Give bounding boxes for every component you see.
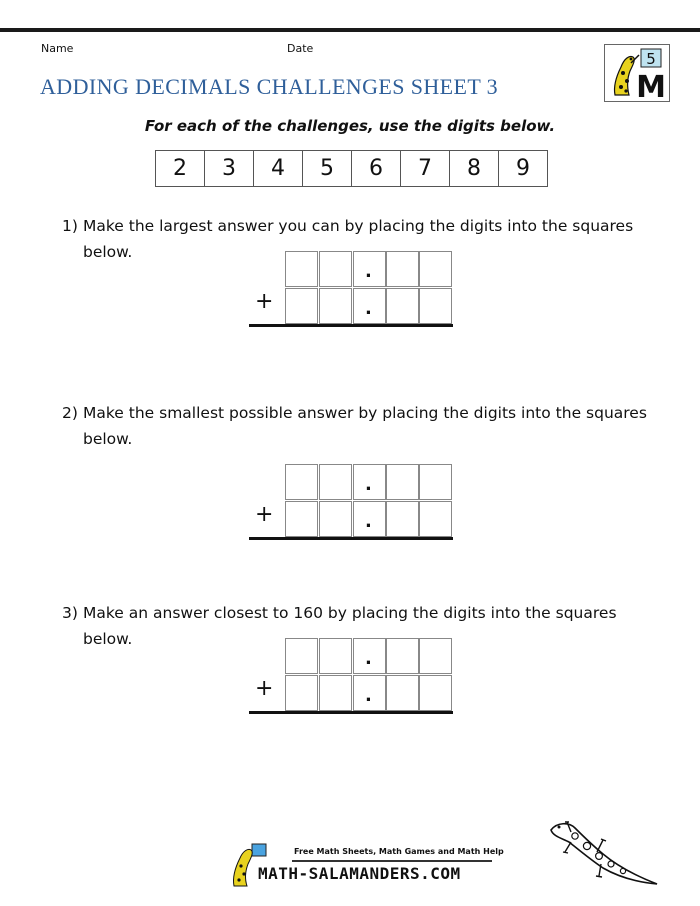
decimal-point: . — [365, 511, 372, 532]
digit-cell: 9 — [516, 156, 530, 181]
digit-cell: 7 — [401, 151, 450, 186]
digit-cell: 8 — [450, 151, 499, 186]
plus-sign: + — [255, 289, 274, 314]
answer-square[interactable] — [386, 675, 419, 711]
digit-cell: 2 — [156, 151, 205, 186]
answer-line — [249, 324, 453, 327]
question-2 — [62, 400, 662, 452]
logo-grade-text: 5 — [646, 50, 656, 68]
answer-square[interactable] — [386, 288, 419, 324]
answer-line — [249, 711, 453, 714]
digit-cell: 4 — [254, 151, 303, 186]
logo-letter-text: M — [636, 70, 666, 101]
answer-square[interactable] — [319, 288, 352, 324]
answer-square[interactable] — [386, 638, 419, 674]
math-salamanders-logo — [604, 44, 670, 102]
answer-square[interactable] — [319, 251, 352, 287]
answer-square[interactable] — [419, 288, 452, 324]
plus-sign: + — [255, 502, 274, 527]
question-text: Make an answer closest to 160 by placing the digits into the squares below. — [83, 604, 617, 648]
plus-sign: + — [255, 676, 274, 701]
decimal-point: . — [365, 261, 372, 282]
question-text: Make the largest answer you can by placing the digits into the squares below. — [83, 217, 634, 261]
answer-square[interactable] — [419, 638, 452, 674]
answer-square[interactable] — [285, 464, 318, 500]
answer-square[interactable] — [319, 675, 352, 711]
footer-logo — [228, 842, 504, 888]
answer-square[interactable] — [419, 251, 452, 287]
answer-square[interactable] — [285, 251, 318, 287]
question-number: 1) — [62, 217, 78, 235]
page-title: ADDING DECIMALS CHALLENGES SHEET 3 — [40, 74, 499, 99]
addition-grid-3 — [255, 638, 453, 712]
question-number: 3) — [62, 604, 78, 622]
question-number: 2) — [62, 404, 78, 422]
decimal-point: . — [365, 298, 372, 319]
salamander-grade-logo-icon — [605, 45, 669, 101]
answer-square[interactable] — [319, 464, 352, 500]
footer-brand: MATH-SALAMANDERS.COM — [258, 864, 461, 883]
answer-square[interactable] — [285, 288, 318, 324]
answer-square[interactable] — [285, 638, 318, 674]
question-text: Make the smallest possible answer by placing the digits into the squares below. — [83, 404, 647, 448]
digit-bank — [155, 150, 548, 187]
top-border — [0, 28, 700, 32]
digit-cell: 6 — [352, 151, 401, 186]
answer-square[interactable] — [319, 638, 352, 674]
footer-divider — [292, 860, 492, 862]
answer-square[interactable] — [419, 675, 452, 711]
answer-square[interactable] — [419, 501, 452, 537]
answer-square[interactable] — [285, 675, 318, 711]
decimal-point: . — [365, 685, 372, 706]
addition-grid-1 — [255, 251, 453, 325]
name-label: Name — [41, 42, 74, 55]
answer-line — [249, 537, 453, 540]
answer-square[interactable] — [386, 464, 419, 500]
decimal-point: . — [365, 648, 372, 669]
digit-cell: 5 — [303, 151, 352, 186]
answer-square[interactable] — [319, 501, 352, 537]
answer-square[interactable] — [285, 501, 318, 537]
instruction-text: For each of the challenges, use the digits below. — [144, 117, 556, 135]
answer-square[interactable] — [386, 251, 419, 287]
answer-square[interactable] — [419, 464, 452, 500]
salamander-icon — [545, 818, 665, 890]
addition-grid-2 — [255, 464, 453, 538]
digit-cell: 3 — [205, 151, 254, 186]
date-label: Date — [287, 42, 314, 55]
footer-tagline: Free Math Sheets, Math Games and Math Help — [294, 847, 504, 856]
decimal-point: . — [365, 474, 372, 495]
answer-square[interactable] — [386, 501, 419, 537]
